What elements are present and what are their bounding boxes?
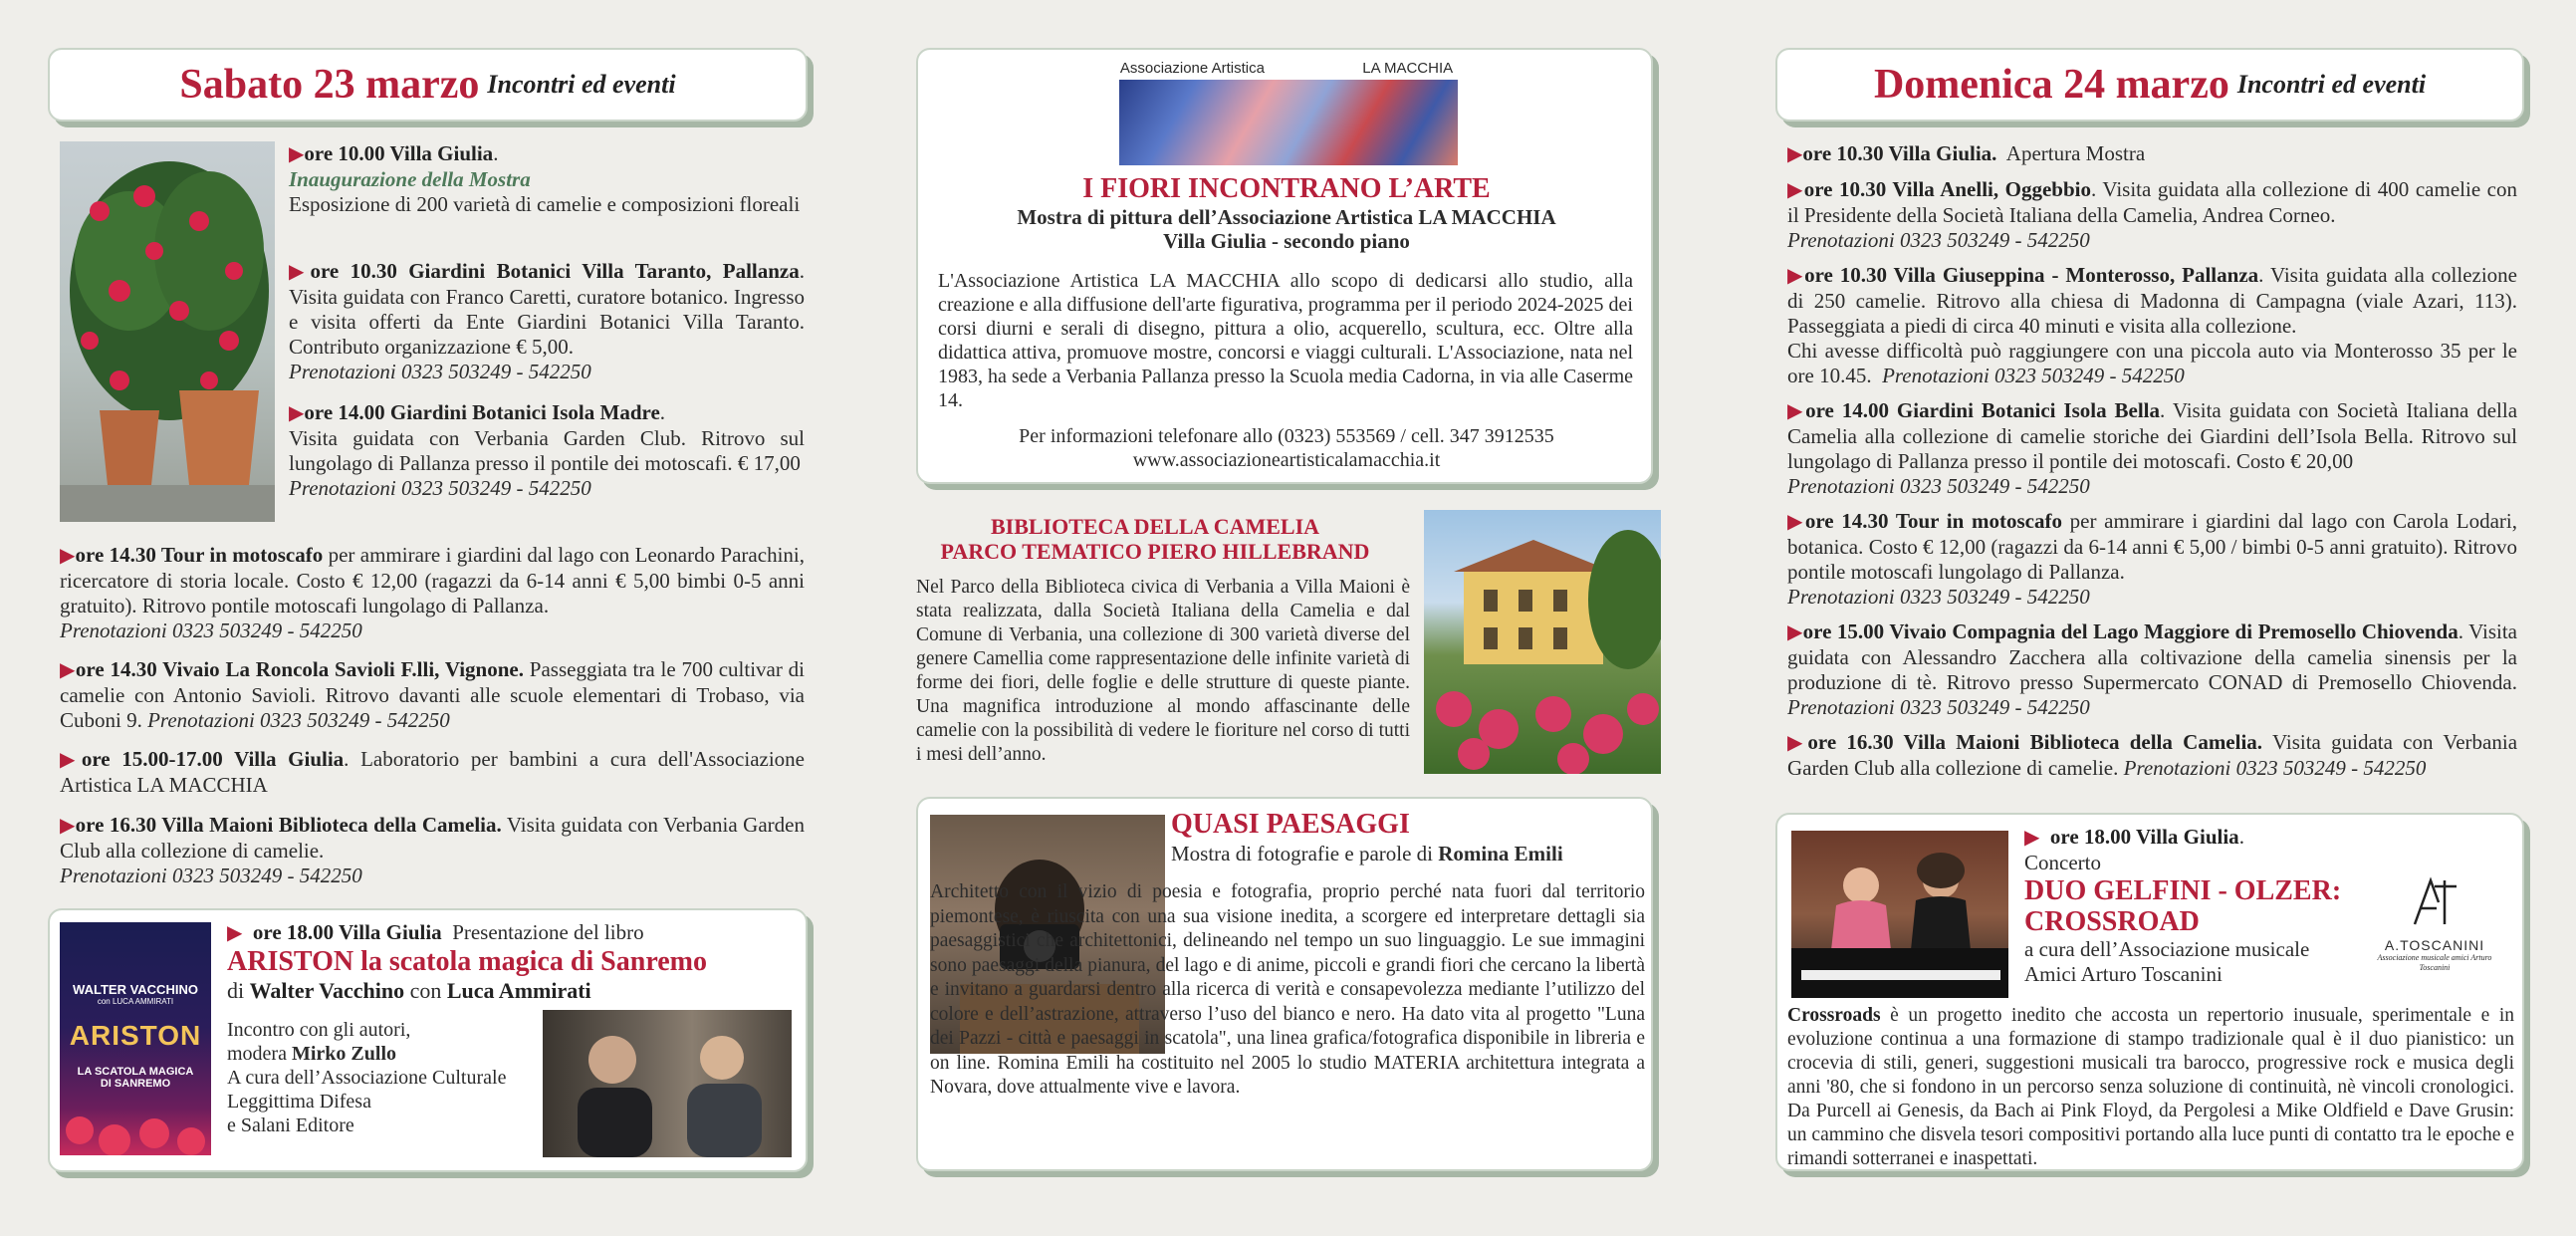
fiori-body: L'Associazione Artistica LA MACCHIA allo scopo di dedicarsi allo studio, alla creazione e alla diffusione dell'arte figurativa, programma per il periodo 2024-2025 dei corsi diurni e serali di disegno, pittura a olio, acquerello, scultura, ecc. Oltre alla didattica attiva, promuove mostre, concorsi e viaggi culturali. L'Associazione, nata nel 1983, ha sede a Verbania Pallanza presso la Scuola media Cadorna, in via alle Caserme 14. (938, 270, 1633, 411)
triangle-bullet-icon: ▶ (1787, 511, 1805, 533)
assoc-name: Associazione Artistica (1119, 60, 1265, 77)
triangle-bullet-icon: ▶ (60, 749, 82, 771)
triangle-bullet-icon: ▶ (60, 545, 76, 567)
fiori-info: Per informazioni telefonare allo (0323) 553569 / cell. 347 3912535 (1019, 425, 1554, 447)
sunday-header (1775, 48, 2524, 122)
cover-sub2: DI SANREMO (100, 1078, 171, 1090)
fiori-web: www.associazioneartisticalamacchia.it (1132, 449, 1441, 471)
fiori-location: Villa Giulia - secondo piano (1163, 229, 1410, 253)
cover-sub1: LA SCATOLA MAGICA (77, 1066, 194, 1078)
camellia-plants-photo (60, 141, 275, 522)
ariston-book-cover (60, 922, 211, 1155)
book-presentation-panel: WALTER VACCHINO con LUCA AMMIRATI ARISTON LA SCATOLA MAGICA DI SANREMO ▶ ore 18.00 Villa Giulia Presentazione del libro ARISTON la scatola magica di Sanremo di Walter Vacchino con Luca Ammirati Incontro con gli autori, modera Mirko Zullo A cura dell’Associazione Culturale Leggittima Difesa e Salani Editore (48, 908, 808, 1172)
saturday-header (48, 48, 808, 122)
quasi-paesaggi-panel: QUASI PAESAGGI Mostra di fotografie e parole di Romina Emili Architetto con il vizio di poesia e fotografia, proprio perché nata fuori dal territorio piemontese, è riuscita con una sua visione inedita, a scorgere ed interpretare dettagli sia paesaggistici che architettonici, delineando nel tempo un suo linguaggio. Le sue immagini sono paesaggi della pianura, del lago e di anime, piccoli e grandi fiori che cercano la libertà e invitano a guardarsi dentro alla ricerca di verità e consapevolezza mediante l’utilizzo del colore e dell’astrazione, attraverso l’uso del bianco e nero. Ha dato vita al progetto "Luna dei Pazzi - città e paesaggi in scatola", una linea grafica/fotografica disponibile in libreria e on line. Romina Emili ha costituito nel 2005 lo studio MATERIA architettura integrata a Novara, dove attualmente vive e lavora. (916, 797, 1653, 1171)
triangle-bullet-icon: ▶ (1787, 179, 1804, 201)
cover-coauthor: con LUCA AMMIRATI (97, 997, 174, 1006)
la-macchia-panel (916, 48, 1653, 484)
triangle-bullet-icon: ▶ (289, 143, 305, 165)
toscanini-logo (2365, 872, 2504, 973)
villa-maioni-photo (1424, 510, 1661, 774)
qp-text: Architetto con il vizio di poesia e fotografia, proprio perché nata fuori dal territorio piemontese, è riuscita con una sua visione inedita, a scorgere ed interpretare dettagli sia paesaggistici che architettonici, delineando nel tempo un suo linguaggio. Le sue immagini sono paesaggi della pianura, del lago e di anime, piccoli e grandi fiori che cercano la libertà e invitano a guardarsi dentro alla ricerca di verità e consapevolezza mediante l’utilizzo del colore e dell’astrazione, attraverso l’uso del bianco e nero. Ha dato vita al progetto "Luna dei Pazzi - città e paesaggi in scatola", una linea grafica/fotografica disponibile in libreria e on line. Romina Emili ha costituito nel 2005 lo studio MATERIA architettura integrata a Novara, dove attualmente vive e lavora. (930, 881, 1645, 1098)
fiori-title: I FIORI INCONTRANO L’ARTE (1082, 173, 1491, 204)
triangle-bullet-icon: ▶ (2024, 827, 2040, 849)
triangle-bullet-icon: ▶ (227, 922, 243, 944)
triangle-bullet-icon: ▶ (60, 815, 76, 837)
saturday-title: Sabato 23 marzo (179, 62, 480, 108)
duo-piano-photo (1791, 831, 2008, 998)
sun-events: ▶ore 10.30 Villa Giulia. Apertura Mostra ▶ore 10.30 Villa Anelli, Oggebbio. Visita guidata alla collezione di 400 camelie con il Presidente della Società Italiana della Camelia, Andrea Corneo. Prenotazioni 0323 503249 - 542250 ▶ore 10.30 Villa Giuseppina - Monterosso, Pallanza. Visita guidata alla collezione di 250 camelie. Ritrovo alla chiesa di Madonna di Campagna (viale Azari, 113). Passeggiata a piedi di circa 40 minuti e visita alla collezione. Chi avesse difficoltà può raggiungere con una piccola auto via Monterosso 35 per le ore 10.45. Prenotazioni 0323 503249 - 542250 ▶ore 14.00 Giardini Botanici Isola Bella. Visita guidata con Società Italiana della Camelia alla collezione di camelie storiche dei Giardini dell’Isola Bella. Ritrovo sul lungolago di Pallanza presso il pontile dei motoscafi. Costo € 20,00 Prenotazioni 0323 503249 - 542250 ▶ore 14.30 Tour in motoscafo per ammirare i giardini dal lago con Carola Lodari, botanica. Costo € 12,00 (ragazzi da 6-14 anni € 5,00 / bimbi 0-5 anni gratuito). Ritrovo pontile motoscafi lungolago di Pallanza. Prenotazioni 0323 503249 - 542250 ▶ore 15.00 Vivaio Compagnia del Lago Maggiore di Premosello Chiovenda. Visita guidata con Alessandro Zacchera alla coltivazione della camelia sinensis per la produzione di tè. Ritrovo presso Supermercato CONAD di Premosello Chiovenda. Prenotazioni 0323 503249 - 542250 ▶ore 16.30 Villa Maioni Biblioteca della Camelia. Visita guidata con Verbania Garden Club alla collezione di camelie. Prenotazioni 0323 503249 - 542250 (1787, 141, 2518, 780)
sunday-subtitle: Incontri ed eventi (2236, 70, 2427, 99)
concert-title-2: CROSSROAD (2024, 906, 2200, 937)
cover-title: ARISTON (69, 1020, 202, 1051)
book-title: ARISTON la scatola magica di Sanremo (227, 946, 707, 977)
sat-event-6: ▶ore 15.00-17.00 Villa Giulia. Laboratorio per bambini a cura dell'Associazione Artistica LA MACCHIA (60, 747, 805, 797)
triangle-bullet-icon: ▶ (1787, 732, 1808, 754)
triangle-bullet-icon: ▶ (289, 402, 305, 424)
sat-event-7: ▶ore 16.30 Villa Maioni Biblioteca della Camelia. Visita guidata con Verbania Garden Club alla collezione di camelie. Prenotazioni 0323 503249 - 542250 (60, 813, 805, 887)
sat-event-3: ▶ore 14.00 Giardini Botanici Isola Madre. Visita guidata con Verbania Garden Club. Ritrovo sul lungolago di Pallanza presso il pontile dei motoscafi. € 17,00 Prenotazioni 0323 503249 - 542250 (289, 400, 805, 500)
saturday-subtitle: Incontri ed eventi (487, 70, 676, 99)
sat-event-5: ▶ore 14.30 Vivaio La Roncola Savioli F.lli, Vignone. Passeggiata tra le 700 cultivar di camelie con Antonio Savioli. Ritrovo davanti alle scuole elementari di Trobaso, via Cuboni 9. Prenotazioni 0323 503249 - 542250 (60, 657, 805, 732)
bib-title-1: BIBLIOTECA DELLA CAMELIA (990, 514, 1320, 539)
triangle-bullet-icon: ▶ (60, 659, 76, 681)
la-macchia-painting (1119, 80, 1458, 165)
triangle-bullet-icon: ▶ (1787, 400, 1806, 422)
logo-sub: Associazione musicale amici Arturo Toscanini (2377, 953, 2492, 972)
sat-event-2: ▶ore 10.30 Giardini Botanici Villa Taranto, Pallanza. Visita guidata con Franco Caretti, curatore botanico. Ingresso e visita offerti da Ente Giardini Botanici Villa Taranto. Contributo organizzazione € 5,00. Prenotazioni 0323 503249 - 542250 (289, 259, 805, 383)
sunday-title: Domenica 24 marzo (1873, 62, 2229, 108)
bib-title-2: PARCO TEMATICO PIERO HILLEBRAND (940, 539, 1370, 564)
authors-photo (543, 1010, 792, 1157)
cover-author: WALTER VACCHINO (73, 982, 198, 997)
concert-panel: ▶ ore 18.00 Villa Giulia. Concerto DUO GELFINI - OLZER: CROSSROAD a cura dell’Associazione musicale Amici Arturo Toscanini A.TOSCANINI Associazione musicale amici Arturo Toscanini Crossroads è un progetto inedito che accosta un repertorio inusuale, sperimentale e in evoluzione continua a una formazione di stampo tradizionale qual è il duo pianistico: un crocevia di stili, generi, suggestioni musicali tra barocco, progressive rock e musica degli anni '80, che si fondono in un percorso senza soluzione di continuità, nè vincoli cronologici. Da Purcell ai Genesis, da Bach ai Pink Floyd, da Pergolesi a Mike Oldfield e Dave Grusin: un cammino che disvela tesori compositivi portando alla luce punti di contatto tra le epoche e rimandi sotterranei e inaspettati. (1775, 813, 2524, 1171)
triangle-bullet-icon: ▶ (289, 261, 311, 283)
toscanini-monogram-icon (2405, 872, 2464, 932)
triangle-bullet-icon: ▶ (1787, 265, 1805, 287)
concert-text: Crossroads è un progetto inedito che accosta un repertorio inusuale, sperimentale e in evoluzione continua a una formazione di stampo tradizionale qual è il duo pianistico: un crocevia di stili, generi, suggestioni musicali tra barocco, progressive rock e musica degli anni '80, che si fondono in un percorso senza soluzione di continuità, nè vincoli cronologici. Da Purcell ai Genesis, da Bach ai Pink Floyd, da Pergolesi a Mike Oldfield e Dave Grusin: un cammino che disvela tesori compositivi portando alla luce punti di contatto tra le epoche e rimandi sotterranei e inaspettati. (1787, 1005, 2515, 1169)
triangle-bullet-icon: ▶ (1787, 143, 1803, 165)
fiori-subtitle: Mostra di pittura dell’Associazione Artistica LA MACCHIA (1017, 205, 1556, 229)
logo-name: A.TOSCANINI (2384, 937, 2485, 953)
sat-event-1: ▶ore 10.00 Villa Giulia. Inaugurazione della Mostra Esposizione di 200 varietà di camelie e composizioni floreali (289, 141, 801, 216)
assoc-brand: LA MACCHIA (1362, 60, 1454, 77)
sat-event-4: ▶ore 14.30 Tour in motoscafo per ammirare i giardini dal lago con Leonardo Parachini, ricercatore di storia locale. Costo € 12,00 (ragazzi da 6-14 anni € 5,00 bimbi 0-5 anni gratuito). Ritrovo pontile motoscafi lungolago di Pallanza. Prenotazioni 0323 503249 - 542250 (60, 543, 805, 642)
concert-title-1: DUO GELFINI - OLZER: (2024, 875, 2342, 906)
triangle-bullet-icon: ▶ (1787, 621, 1803, 643)
qp-title: QUASI PAESAGGI (1171, 809, 1410, 840)
bib-text: Nel Parco della Biblioteca civica di Verbania a Villa Maioni è stata realizzata, dalla Società Italiana della Camelia e dal Comune di Verbania, una collezione di 300 varietà diverse del genere Camellia come rappresentazione delle infinite varietà di forme dei fiori, delle foglie e delle strutture di queste piante. Una magnifica introduzione al mondo affascinante delle camelie con la possibilità di vedere le fioriture nel corso di tutti i mesi dell’anno. (916, 577, 1410, 765)
